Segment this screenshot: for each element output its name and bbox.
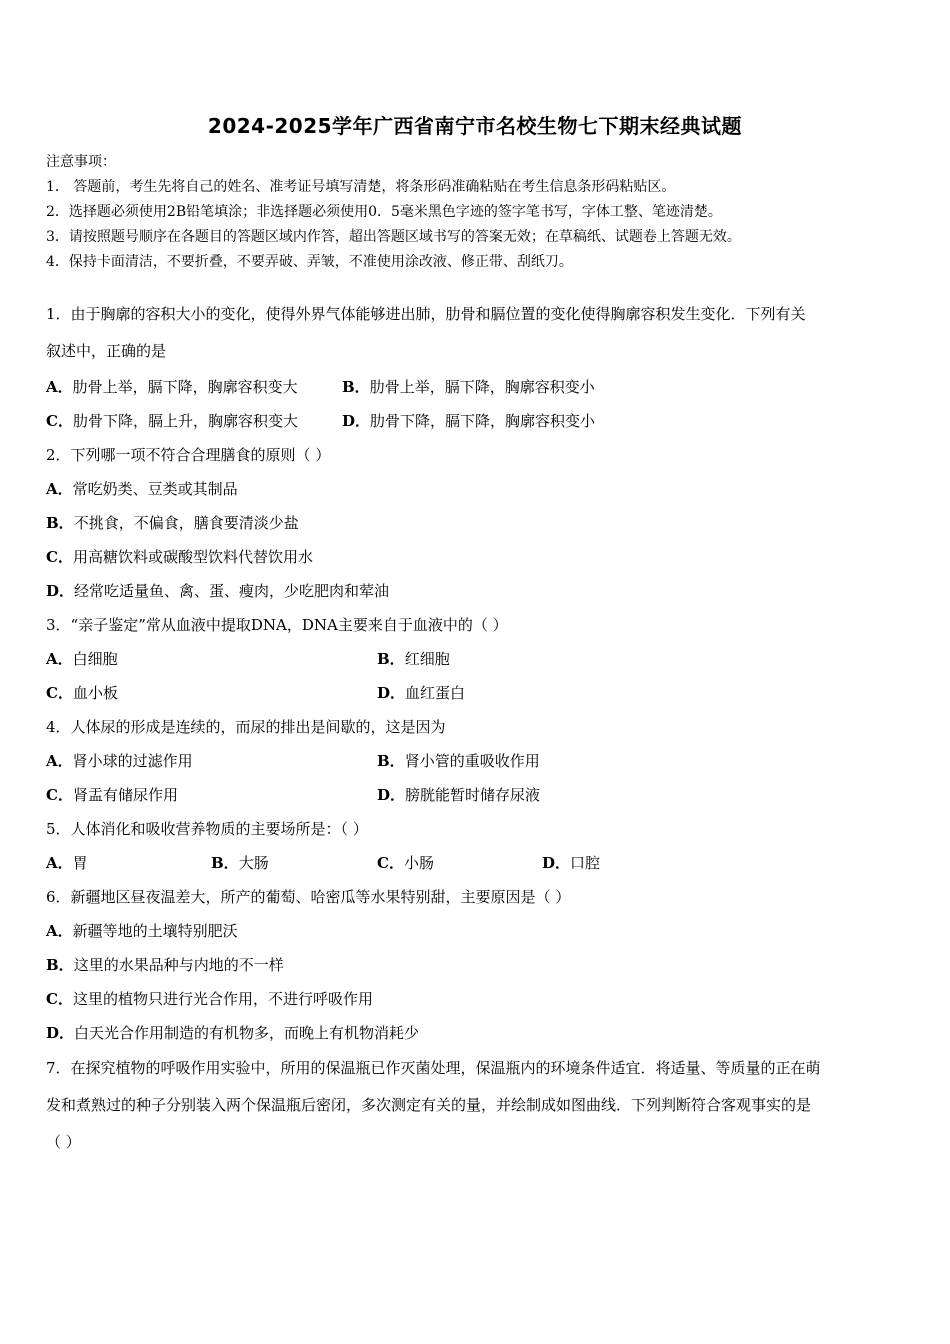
option-a: [46, 914, 906, 948]
question-4-options-row2: [46, 778, 906, 812]
option-c: [46, 676, 118, 710]
option-label: C．: [377, 854, 404, 872]
option-b: [46, 506, 906, 540]
question-7-stem-line3: （ ）: [46, 1133, 81, 1151]
question-3-options-row1: [46, 642, 906, 676]
option-text: 用高糖饮料或碳酸型饮料代替饮用水: [72, 548, 313, 566]
option-c: [46, 982, 906, 1016]
question-1-stem-line2: 叙述中，正确的是: [46, 342, 167, 360]
option-label: B．: [46, 956, 74, 974]
option-text: 肋骨下降，膈上升，胸廓容积变大: [72, 412, 298, 430]
option-d: [377, 778, 540, 812]
question-4-stem: 4．人体尿的形成是连续的，而尿的排出是间歇的，这是因为: [46, 718, 446, 736]
option-c: [46, 778, 178, 812]
option-d: [46, 574, 906, 608]
question-3-stem: 3．“亲子鉴定”常从血液中提取DNA，DNA主要来自于血液中的（ ）: [46, 616, 508, 634]
option-text: 常吃奶类、豆类或其制品: [72, 480, 238, 498]
question-5-options-row: [46, 846, 906, 880]
option-text: 这里的水果品种与内地的不一样: [73, 956, 284, 974]
option-b: [342, 370, 595, 404]
option-text: 肋骨上举，膈下降，胸廓容积变小: [369, 378, 595, 396]
option-label: C．: [46, 786, 73, 804]
option-label: D．: [342, 412, 371, 430]
option-text: 不挑食，不偏食，膳食要清淡少盐: [73, 514, 299, 532]
option-label: A．: [46, 650, 73, 668]
option-label: A．: [46, 378, 73, 396]
option-d: [542, 846, 600, 880]
questions-section: [46, 296, 906, 1161]
option-label: A．: [46, 854, 73, 872]
option-label: D．: [377, 684, 406, 702]
notes-heading: 注意事项：: [46, 154, 116, 170]
option-b: [46, 948, 906, 982]
page-title: 2024-2025学年广西省南宁市名校生物七下期末经典试题: [207, 114, 743, 138]
option-text: 肋骨上举，膈下降，胸廓容积变大: [72, 378, 298, 396]
option-text: 白天光合作用制造的有机物多，而晚上有机物消耗少: [74, 1024, 420, 1042]
option-text: 新疆等地的土壤特别肥沃: [72, 922, 238, 940]
option-a: [46, 472, 906, 506]
option-a: [46, 642, 118, 676]
option-b: [377, 744, 540, 778]
option-label: B．: [46, 514, 74, 532]
option-b: [377, 642, 450, 676]
option-text: 肾小管的重吸收作用: [404, 752, 540, 770]
question-1-options-row2: [46, 404, 906, 438]
option-label: D．: [46, 582, 75, 600]
option-text: 口腔: [570, 854, 601, 872]
option-label: A．: [46, 480, 73, 498]
option-label: D．: [46, 1024, 75, 1042]
question-5-stem: 5．人体消化和吸收营养物质的主要场所是：（ ）: [46, 820, 368, 838]
option-text: 肾盂有储尿作用: [72, 786, 178, 804]
option-text: 白细胞: [72, 650, 118, 668]
option-text: 小肠: [403, 854, 434, 872]
option-c: [46, 404, 298, 438]
option-text: 血小板: [72, 684, 118, 702]
question-7-stem-line1: 7．在探究植物的呼吸作用实验中，所用的保温瓶已作灭菌处理，保温瓶内的环境条件适宜．将适量、等质量的正在萌: [46, 1059, 821, 1077]
option-label: B．: [211, 854, 239, 872]
option-label: A．: [46, 922, 73, 940]
question-4-options-row1: [46, 744, 906, 778]
option-text: 膀胱能暂时储存尿液: [405, 786, 541, 804]
option-text: 这里的植物只进行光合作用，不进行呼吸作用: [72, 990, 373, 1008]
option-a: [46, 370, 298, 404]
option-label: C．: [46, 412, 73, 430]
note-item: 1． 答题前，考生先将自己的姓名、准考证号填写清楚，将条形码准确粘贴在考生信息条形码粘贴区。: [46, 179, 676, 195]
question-7-stem-line2: 发和煮熟过的种子分别装入两个保温瓶后密闭，多次测定有关的量，并绘制成如图曲线．下列判断符合客观事实的是: [46, 1096, 812, 1114]
option-a: [46, 846, 88, 880]
option-d: [377, 676, 465, 710]
question-2-stem: 2．下列哪一项不符合合理膳食的原则（ ）: [46, 446, 331, 464]
option-label: A．: [46, 752, 73, 770]
option-d: [46, 1016, 906, 1050]
option-c: [46, 540, 906, 574]
option-label: D．: [377, 786, 406, 804]
option-label: B．: [377, 650, 405, 668]
option-label: D．: [542, 854, 571, 872]
option-text: 肾小球的过滤作用: [72, 752, 193, 770]
option-label: C．: [46, 990, 73, 1008]
option-text: 肋骨下降，膈下降，胸廓容积变小: [370, 412, 596, 430]
option-c: [377, 846, 434, 880]
option-a: [46, 744, 193, 778]
option-text: 胃: [72, 854, 88, 872]
question-3-options-row2: [46, 676, 906, 710]
option-text: 经常吃适量鱼、禽、蛋、瘦肉，少吃肥肉和荤油: [74, 582, 390, 600]
question-1-options-row1: [46, 370, 906, 404]
option-text: 血红蛋白: [405, 684, 466, 702]
option-text: 大肠: [238, 854, 269, 872]
question-1-stem-line1: 1．由于胸廓的容积大小的变化，使得外界气体能够进出肺，肋骨和膈位置的变化使得胸廓容积发生变化．下列有关: [46, 305, 806, 323]
option-label: B．: [342, 378, 370, 396]
option-b: [211, 846, 269, 880]
note-item: 3．请按照题号顺序在各题目的答题区域内作答，超出答题区域书写的答案无效；在草稿纸、试题卷上答题无效。: [46, 229, 741, 245]
option-label: C．: [46, 684, 73, 702]
option-text: 红细胞: [404, 650, 450, 668]
note-item: 4．保持卡面清洁，不要折叠，不要弄破、弄皱，不准使用涂改液、修正带、刮纸刀。: [46, 254, 573, 270]
option-d: [342, 404, 595, 438]
option-label: B．: [377, 752, 405, 770]
option-label: C．: [46, 548, 73, 566]
note-item: 2．选择题必须使用2B铅笔填涂；非选择题必须使用0．5毫米黑色字迹的签字笔书写，字体工整、笔迹清楚。: [46, 204, 722, 220]
notes-section: [46, 150, 906, 275]
question-6-stem: 6．新疆地区昼夜温差大，所产的葡萄、哈密瓜等水果特别甜，主要原因是（ ）: [46, 888, 571, 906]
